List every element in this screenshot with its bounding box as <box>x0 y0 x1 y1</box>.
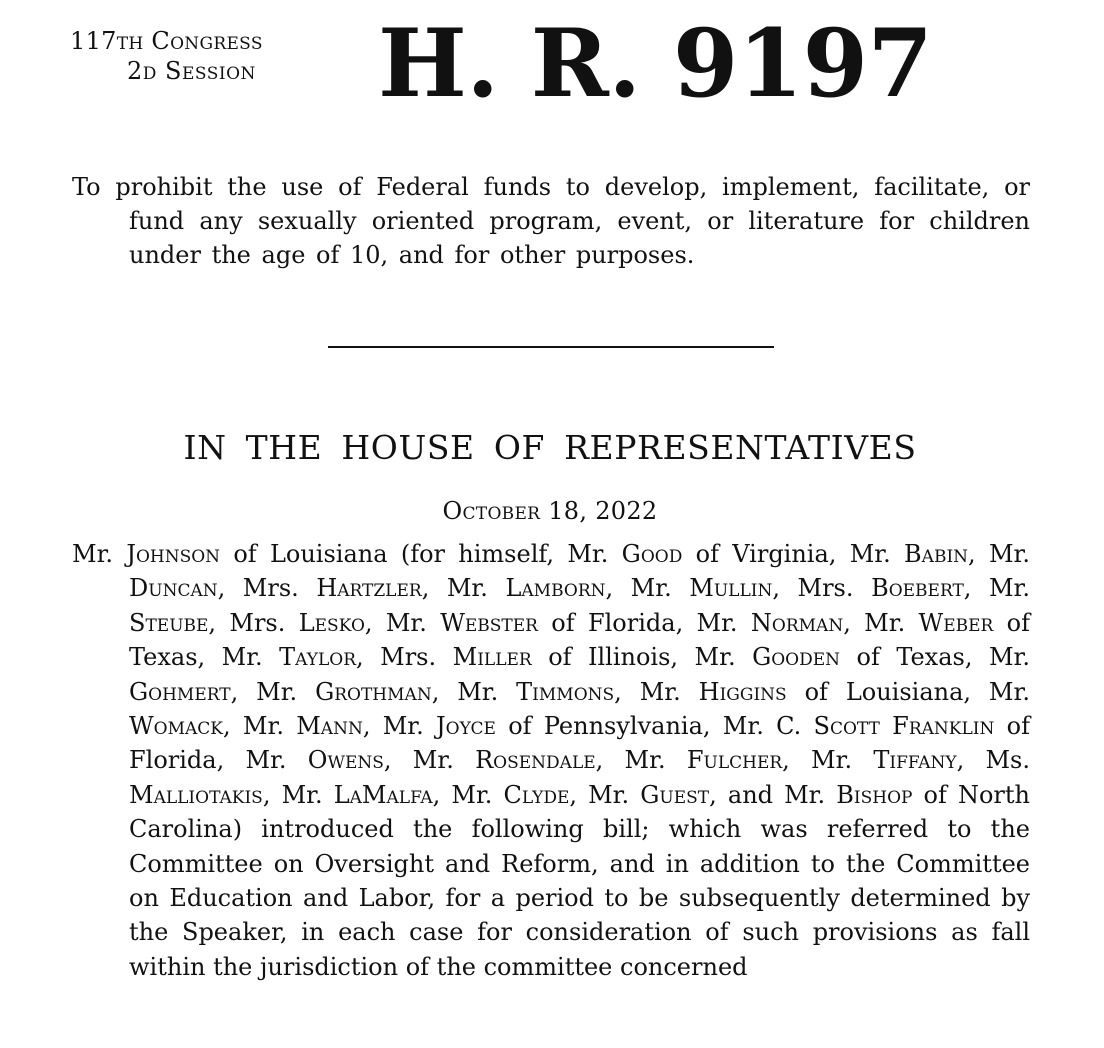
sponsor-name: Babin <box>904 540 969 568</box>
sponsor-text: , Mrs. <box>217 574 317 603</box>
sponsor-text: , Ms. <box>956 746 1030 775</box>
sponsor-name: Timmons <box>516 677 615 706</box>
sponsor-text: Mr. <box>72 540 127 568</box>
sponsor-name: Mann <box>296 712 363 741</box>
horizontal-rule <box>328 346 774 348</box>
sponsor-name: Johnson <box>126 540 221 568</box>
session-label: 2d Session <box>127 57 256 85</box>
sponsor-text: , Mr. <box>968 540 1031 568</box>
sponsor-text: of North Carolina) introduced the following bill; which was referred to the Committee on Oversight and Reform, and in addition to the Committee on Education and Labor, for a period to be subsequently determined by the Speaker, in each case for consideration of such provisions as fall within the jurisdiction of the committee concerned <box>129 780 1031 981</box>
sponsors-paragraph <box>72 537 1030 984</box>
sponsor-name: Miller <box>452 643 532 672</box>
sponsor-name: Lesko <box>298 608 365 637</box>
sponsor-text: , Mr. <box>421 574 506 603</box>
sponsor-text: , Mr. <box>963 574 1031 603</box>
sponsor-text: of Texas, Mr. <box>840 643 1030 672</box>
sponsor-name: Boebert <box>871 574 964 603</box>
sponsor-name: Webster <box>440 608 538 637</box>
sponsor-text: , Mrs. <box>208 608 299 637</box>
sponsor-text: of Texas, Mr. <box>129 608 1030 672</box>
sponsor-name: Gohmert <box>129 677 231 706</box>
sponsor-name: Joyce <box>436 712 496 741</box>
sponsor-text: , Mr. <box>614 677 699 706</box>
sponsor-name: Clyde <box>503 780 570 809</box>
sponsor-text: , Mr. <box>383 746 476 775</box>
bill-purpose: To prohibit the use of Federal funds to develop, implement, facilitate, or fund any sexually oriented program, event, or literature for children under the age of 10, and for other purposes. <box>72 173 1030 269</box>
bill-header <box>0 0 1104 130</box>
sponsor-text: of Pennsylvania, Mr. <box>495 712 777 741</box>
sponsor-name: Duncan <box>129 574 218 603</box>
sponsor-name: C. Scott Franklin <box>776 712 995 741</box>
sponsor-name: Tiffany <box>873 746 957 775</box>
sponsor-text: , Mrs. <box>772 574 872 603</box>
sponsor-text: , Mr. <box>364 608 441 637</box>
congress-label: 117th Congress <box>70 27 263 55</box>
sponsor-text: , Mr. <box>569 780 641 809</box>
sponsor-name: Rosendale <box>475 746 596 775</box>
introduction-date: October 18, 2022 <box>442 497 658 525</box>
sponsor-text: , Mr. <box>230 677 316 706</box>
bill-number: H. R. 9197 <box>378 9 933 119</box>
sponsor-name: Gooden <box>752 643 841 672</box>
sponsor-name: Grothman <box>315 677 432 706</box>
chamber-heading: IN THE HOUSE OF REPRESENTATIVES <box>183 428 917 467</box>
sponsor-name: Owens <box>307 746 384 775</box>
sponsor-name: Lamborn <box>505 574 606 603</box>
sponsor-name: Bishop <box>836 780 913 809</box>
sponsor-text: , Mr. <box>595 746 687 775</box>
sponsor-name: Fulcher <box>686 746 783 775</box>
sponsor-text: of Louisiana, Mr. <box>786 677 1030 706</box>
sponsor-text: , Mr. <box>782 746 874 775</box>
sponsor-name: Hartzler <box>316 574 422 603</box>
sponsor-text: , Mr. <box>431 677 517 706</box>
sponsor-name: Norman <box>750 608 844 637</box>
sponsor-name: Weber <box>918 608 994 637</box>
sponsor-name: Taylor <box>279 643 357 672</box>
sponsor-text: , Mr. <box>262 780 334 809</box>
congress-session-block <box>70 26 340 86</box>
sponsor-text: , Mr. <box>432 780 504 809</box>
sponsor-name: Good <box>621 540 683 568</box>
sponsor-name: Womack <box>129 712 223 741</box>
sponsor-name: Higgins <box>698 677 787 706</box>
sponsor-text: , and Mr. <box>709 780 837 809</box>
sponsor-text: , Mr. <box>843 608 919 637</box>
sponsor-text: of Louisiana (for himself, Mr. <box>220 540 622 568</box>
sponsor-text: , Mr. <box>362 712 437 741</box>
sponsor-text: of Florida, Mr. <box>537 608 751 637</box>
sponsor-name: Steube <box>129 608 209 637</box>
sponsor-text: of Virginia, Mr. <box>682 540 905 568</box>
sponsor-text: , Mr. <box>223 712 297 741</box>
sponsor-text: , Mr. <box>605 574 690 603</box>
sponsor-name: LaMalfa <box>333 780 433 809</box>
sponsor-text: of Florida, Mr. <box>129 712 1030 775</box>
sponsor-text: of Illinois, Mr. <box>531 643 753 672</box>
sponsor-text: , Mrs. <box>356 643 453 672</box>
sponsor-name: Malliotakis <box>129 780 263 809</box>
sponsor-name: Guest <box>640 780 710 809</box>
sponsor-name: Mullin <box>689 574 773 603</box>
